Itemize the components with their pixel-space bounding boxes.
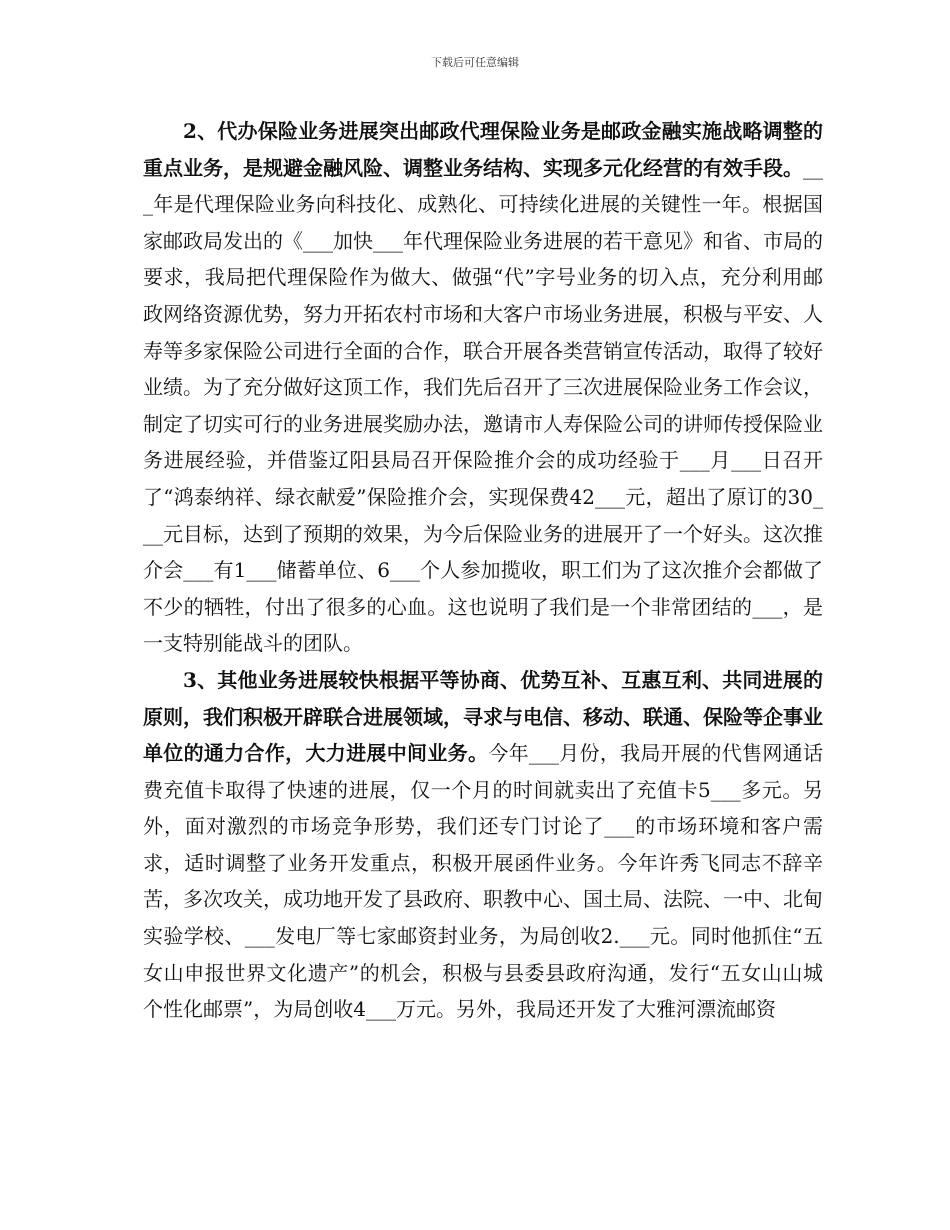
paragraph-body: ___年是代理保险业务向科技化、成熟化、可持续化进展的关键性一年。根据国家邮政局发出的《___加快___年代理保险业务进展的若干意见》和省、市局的要求，我局把代理保险作为做大、做强“代”字号业务的切入点，充分利用邮政网络资源优势，努力开拓农村市场和大客户市场业务进展，积极与平安、人寿等多家保险公司进行全面的合作，联合开展各类营销宣传活动，取得了较好业绩。为了充分做好这顶工作，我们先后召开了三次进展保险业务工作会议，制定了切实可行的业务进展奖励办法，邀请市人寿保险公司的讲师传授保险业务进展经验，并借鉴辽阳县局召开保险推介会的成功经验于___月___日召开了“鸿泰纳祥、绿衣献爱”保险推介会，实现保费42___元，超出了原订的30___元目标，达到了预期的效果，为今后保险业务的进展开了一个好头。这次推介会___有1___储蓄单位、6___个人参加揽收，职工们为了这次推介会都做了不少的牺牲，付出了很多的心血。这也说明了我们是一个非常团结的___，是一支特别能战斗的团队。	[143, 155, 823, 656]
paragraph-other-business	[143, 662, 823, 1028]
document-body	[143, 113, 823, 1028]
paragraph-heading: 2、代办保险业务进展突出邮政代理保险业务是邮政金融实施战略调整的重点业务，是规避金融风险、调整业务结构、实现多元化经营的有效手段。	[143, 119, 823, 180]
page-header: 下载后可任意编辑	[431, 56, 519, 69]
paragraph-body: 今年___月份，我局开展的代售网通话费充值卡取得了快速的进展，仅一个月的时间就卖出了充值卡5___多元。另外，面对激烈的市场竞争形势，我们还专门讨论了___的市场环境和客户需求，适时调整了业务开发重点，积极开展函件业务。今年许秀飞同志不辞辛苦，多次攻关，成功地开发了县政府、职教中心、国土局、法院、一中、北甸实验学校、___发电厂等七家邮资封业务，为局创收2.___元。同时他抓住“五女山申报世界文化遗产”的机会，积极与县委县政府沟通，发行“五女山山城个性化邮票”，为局创收4___万元。另外，我局还开发了大雅河漂流邮资	[143, 741, 823, 1022]
paragraph-insurance	[143, 113, 823, 662]
paragraph-heading: 3、其他业务进展较快根据平等协商、优势互补、互惠互利、共同进展的原则，我们积极开辟联合进展领域，寻求与电信、移动、联通、保险等企事业单位的通力合作，大力进展中间业务。	[143, 667, 823, 766]
